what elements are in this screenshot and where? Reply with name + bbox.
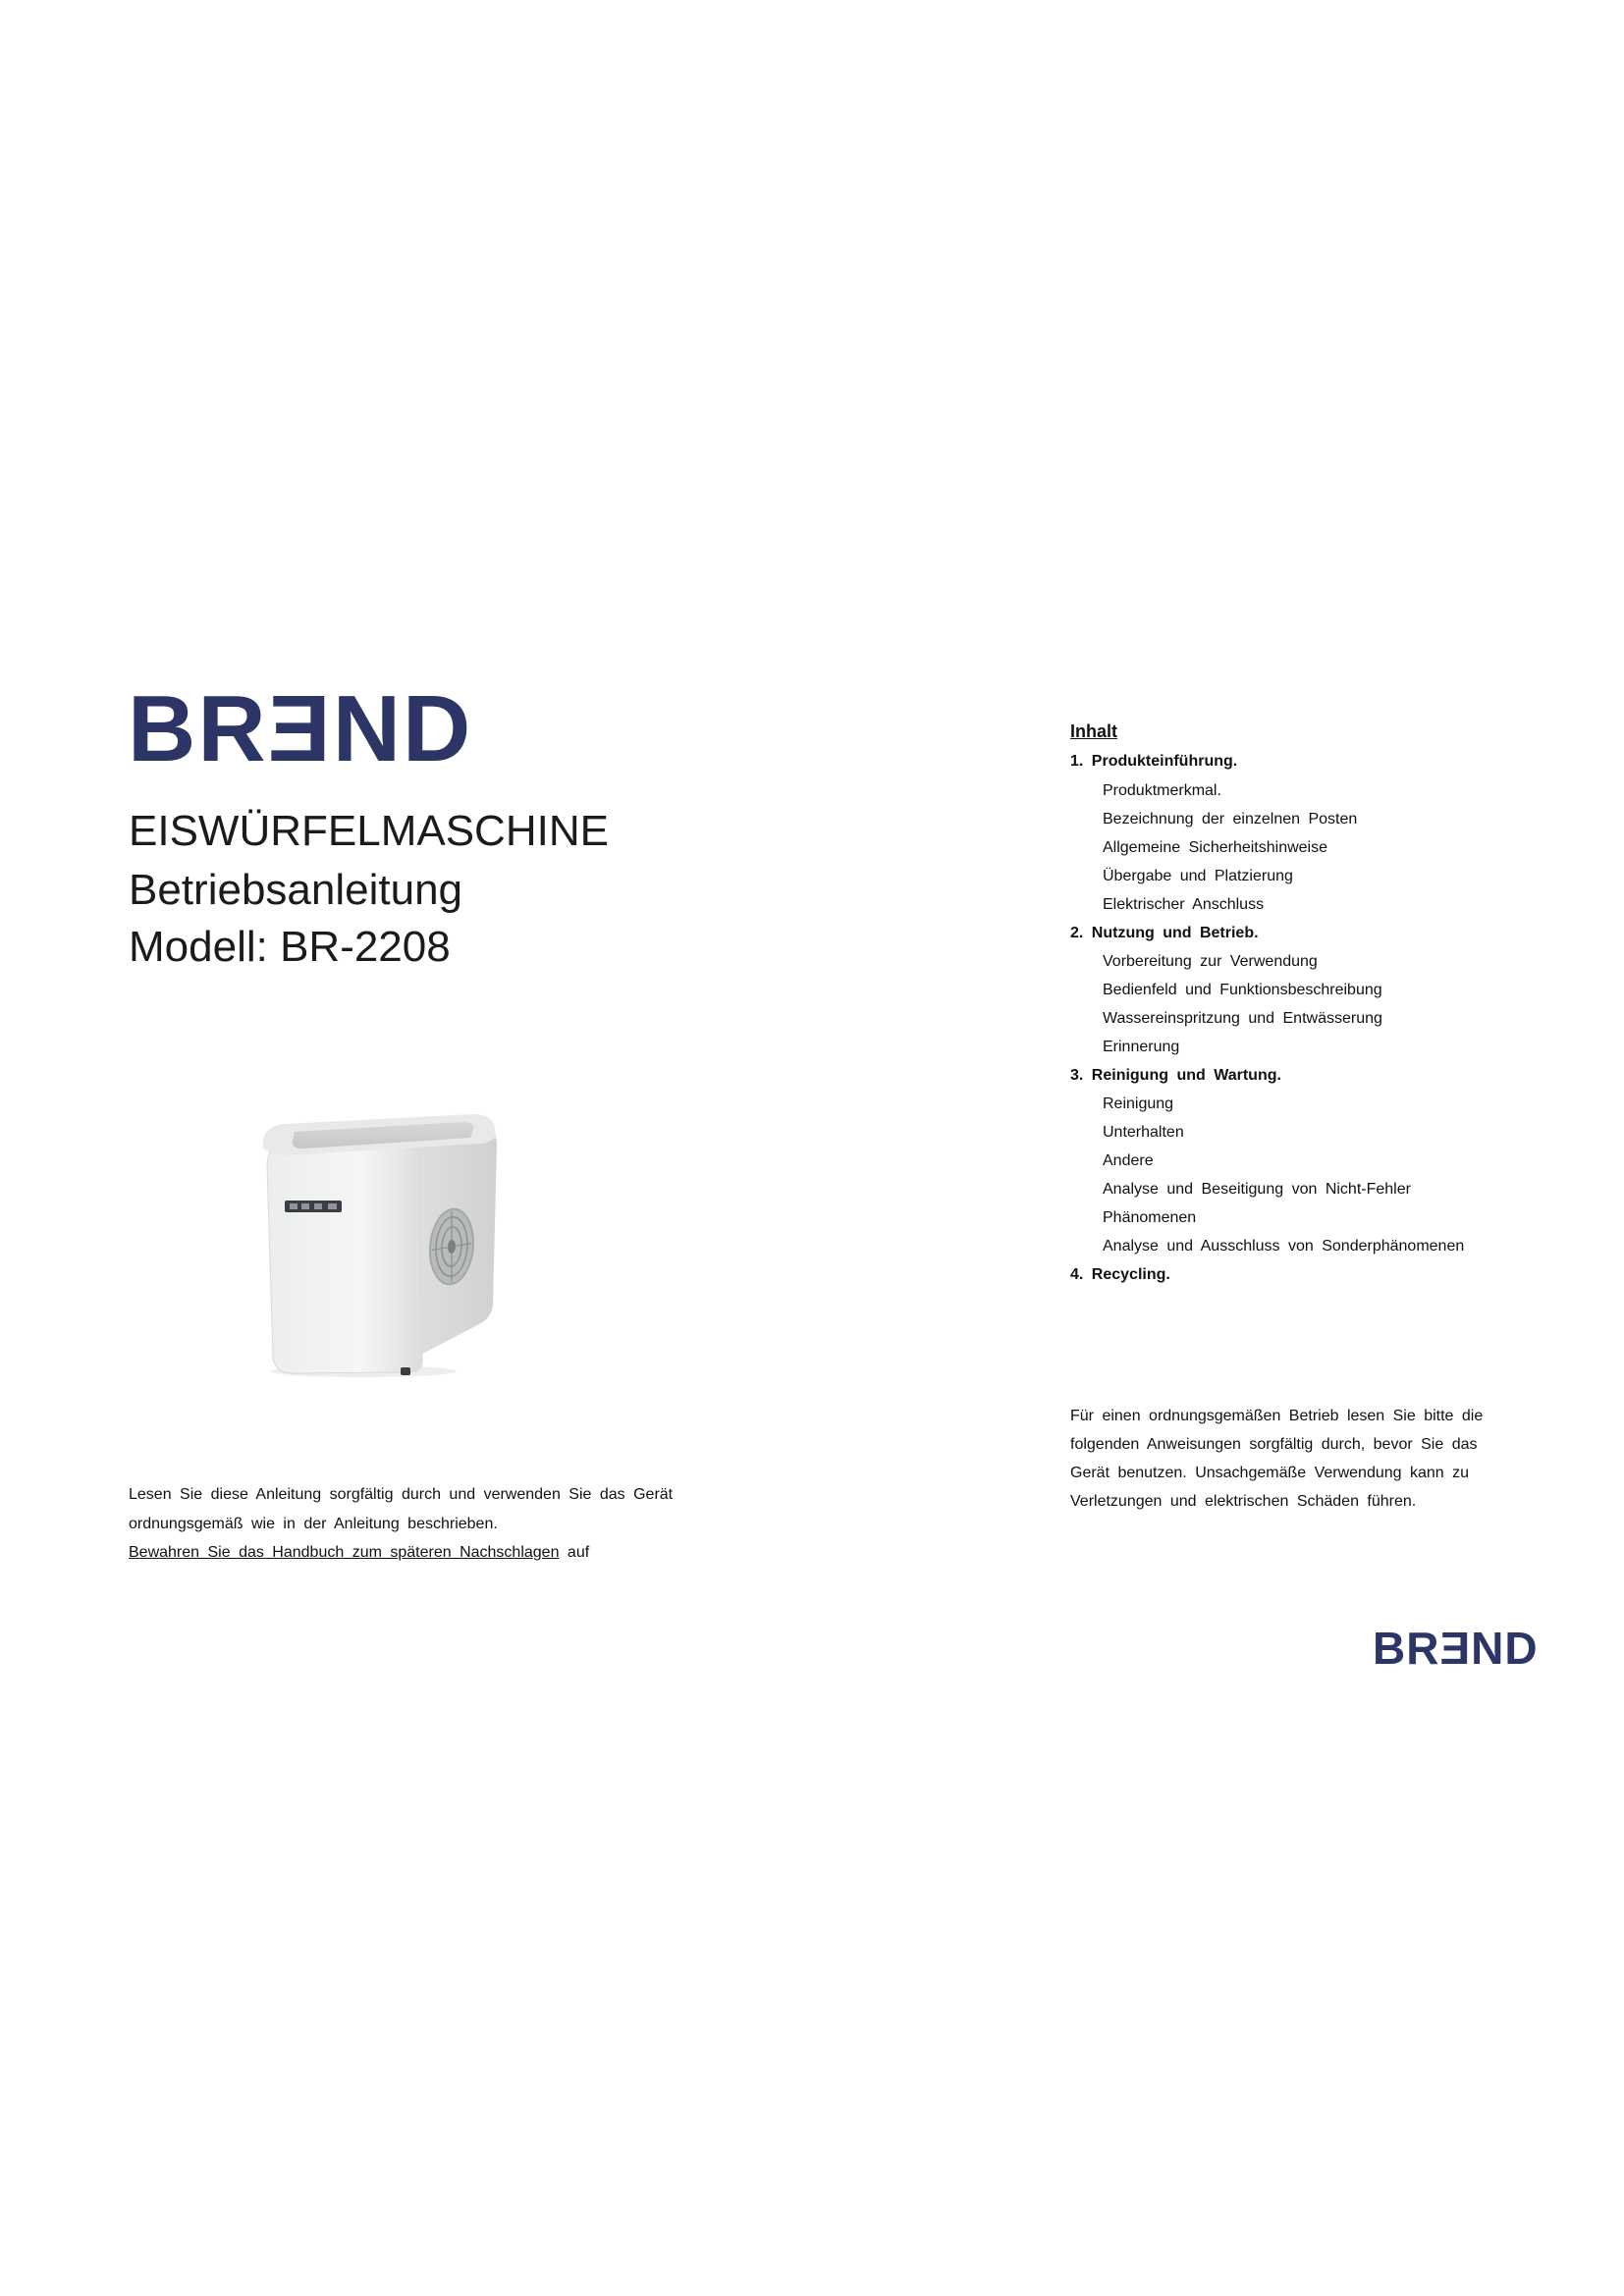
ice-maker-image [245, 1104, 511, 1389]
brend-logo: BRƎND [128, 676, 473, 781]
toc-section-4: 4. Recycling. [1070, 1266, 1170, 1283]
toc-section-3: 3. Reinigung und Wartung. [1070, 1067, 1281, 1084]
toc-item: Erinnerung [1103, 1039, 1180, 1055]
toc-section-1: 1. Produkteinführung. [1070, 753, 1238, 770]
toc-item: Reinigung [1103, 1095, 1174, 1112]
toc-item: Analyse und Ausschluss von Sonderphänomenen [1103, 1238, 1465, 1255]
instruction-note-keep-manual [129, 1545, 589, 1561]
toc-item: Produktmerkmal. [1103, 782, 1221, 799]
instruction-note-line: Lesen Sie diese Anleitung sorgfältig durch und verwenden Sie das Gerät [129, 1486, 674, 1503]
safety-note-line: Verletzungen und elektrischen Schäden führen. [1070, 1493, 1417, 1510]
toc-item: Wassereinspritzung und Entwässerung [1103, 1010, 1382, 1027]
product-title: EISWÜRFELMASCHINE [129, 807, 609, 855]
toc-item: Analyse und Beseitigung von Nicht-Fehler [1103, 1181, 1411, 1198]
toc-item: Bezeichnung der einzelnen Posten [1103, 811, 1358, 828]
toc-item: Phänomenen [1103, 1209, 1197, 1226]
toc-item: Bedienfeld und Funktionsbeschreibung [1103, 982, 1382, 998]
safety-note-line: Gerät benutzen. Unsachgemäße Verwendung kann zu [1070, 1465, 1470, 1481]
toc-item: Übergabe und Platzierung [1103, 868, 1293, 884]
manual-subtitle: Betriebsanleitung [129, 866, 463, 914]
toc-heading: Inhalt [1070, 721, 1117, 741]
keep-manual-tail-text: auf [559, 1544, 590, 1561]
brend-logo-small: BRƎND [1373, 1623, 1539, 1674]
toc-item: Elektrischer Anschluss [1103, 896, 1265, 913]
instruction-note-line: ordnungsgemäß wie in der Anleitung beschrieben. [129, 1516, 498, 1532]
toc-item: Unterhalten [1103, 1124, 1184, 1141]
keep-manual-underlined-text: Bewahren Sie das Handbuch zum späteren Nachschlagen [129, 1544, 560, 1561]
toc-section-2: 2. Nutzung und Betrieb. [1070, 925, 1259, 941]
model-number: Modell: BR-2208 [129, 923, 451, 971]
safety-note-line: folgenden Anweisungen sorgfältig durch, bevor Sie das [1070, 1436, 1478, 1453]
toc-item: Allgemeine Sicherheitshinweise [1103, 839, 1328, 856]
toc-item: Andere [1103, 1152, 1154, 1169]
safety-note-line: Für einen ordnungsgemäßen Betrieb lesen Sie bitte die [1070, 1408, 1484, 1424]
toc-item: Vorbereitung zur Verwendung [1103, 953, 1318, 970]
